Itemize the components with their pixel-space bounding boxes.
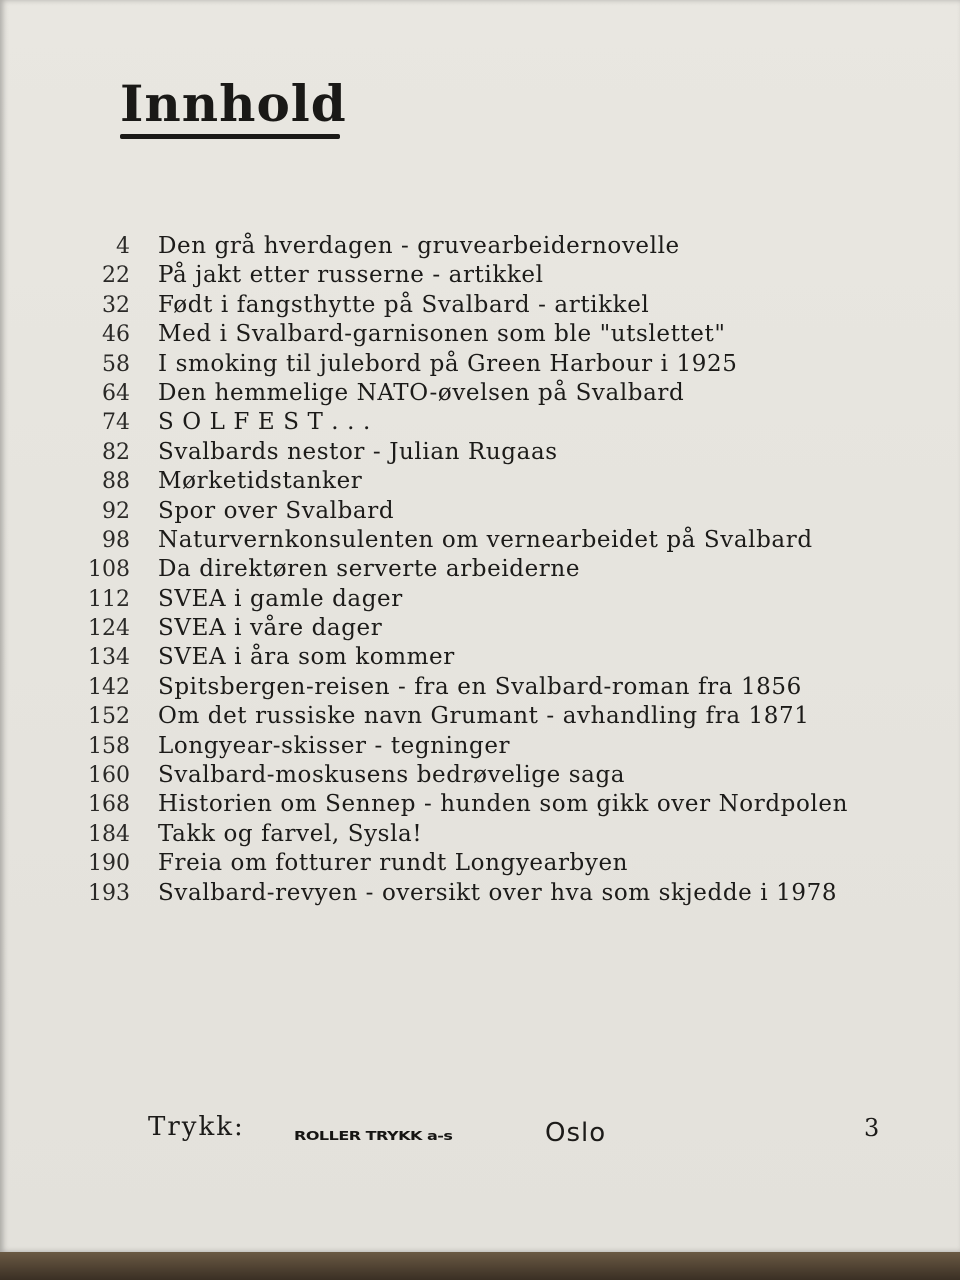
toc-page-number: 160 <box>88 763 130 789</box>
toc-entry <box>70 497 930 526</box>
toc-entry <box>70 643 930 672</box>
toc-page-number: 108 <box>88 557 130 583</box>
toc-page-number: 158 <box>88 733 130 759</box>
toc-entry-title: Spor over Svalbard <box>158 497 395 524</box>
toc-entry-title: Om det russiske navn Grumant - avhandling fra 1871 <box>158 703 810 730</box>
page-title: Innhold <box>120 74 347 133</box>
toc-entry-title: SVEA i våre dager <box>158 615 383 642</box>
toc-entry-title: SVEA i åra som kommer <box>158 644 455 671</box>
toc-entry <box>70 408 930 437</box>
page-edge-shadow <box>0 1252 960 1280</box>
toc-page-number: 88 <box>102 469 130 495</box>
toc-entry <box>70 790 930 819</box>
toc-entry-title: Med i Svalbard-garnisonen som ble "utslettet" <box>158 321 726 348</box>
toc-entry-title: Den grå hverdagen - gruvearbeidernovelle <box>158 233 680 259</box>
toc-entry-title: Født i fangsthytte på Svalbard - artikkel <box>158 291 650 318</box>
printer-logo: ROLLER TRYKK a-s <box>294 1127 453 1144</box>
toc-entry-title: Takk og farvel, Sysla! <box>158 820 423 847</box>
toc-entry <box>70 849 930 878</box>
toc-entry-title: Spitsbergen-reisen - fra en Svalbard-roman fra 1856 <box>158 673 802 700</box>
toc-entry-title: S O L F E S T . . . <box>158 409 371 436</box>
toc-entry-title: På jakt etter russerne - artikkel <box>158 262 544 289</box>
toc-entry-title: Svalbard-revyen - oversikt over hva som skjedde i 1978 <box>158 879 838 906</box>
toc-entry-title: Historien om Sennep - hunden som gikk over Nordpolen <box>158 791 849 818</box>
toc-page-number: 92 <box>102 498 130 524</box>
toc-entry-title: I smoking til julebord på Green Harbour i 1925 <box>158 350 738 377</box>
toc-entry <box>70 467 930 496</box>
toc-page-number: 74 <box>102 410 130 436</box>
toc-entry <box>70 526 930 555</box>
toc-page-number: 32 <box>102 292 130 318</box>
toc-entry-title: Naturvernkonsulenten om vernearbeidet på Svalbard <box>158 526 813 553</box>
toc-entry <box>70 585 930 614</box>
toc-page-number: 98 <box>102 527 130 553</box>
toc-entry-title: Den hemmelige NATO-øvelsen på Svalbard <box>158 379 685 406</box>
toc-entry <box>70 673 930 702</box>
toc-page-number: 112 <box>88 586 130 612</box>
toc-entry-title: Mørketidstanker <box>158 468 363 495</box>
toc-page-number: 193 <box>88 880 130 906</box>
toc-page-number: 124 <box>88 616 130 642</box>
toc-entry <box>70 761 930 790</box>
toc-page-number: 22 <box>102 263 130 289</box>
toc-entry <box>70 350 930 379</box>
title-underline <box>120 134 340 139</box>
toc-entry-title: Freia om fotturer rundt Longyearbyen <box>158 850 629 877</box>
toc-entry-title: SVEA i gamle dager <box>158 585 403 612</box>
toc-entry <box>70 291 930 320</box>
toc-entry <box>70 555 930 584</box>
toc-page-number: 4 <box>116 234 130 259</box>
toc-page-number: 134 <box>88 645 130 671</box>
table-of-contents <box>70 232 930 908</box>
toc-page-number: 152 <box>88 704 130 730</box>
toc-page-number: 46 <box>102 322 130 348</box>
toc-page-number: 142 <box>88 674 130 700</box>
toc-entry <box>70 732 930 761</box>
print-label: Trykk: <box>148 1112 245 1142</box>
toc-entry <box>70 379 930 408</box>
toc-entry <box>70 438 930 467</box>
toc-entry <box>70 261 930 290</box>
toc-entry <box>70 702 930 731</box>
page-number: 3 <box>864 1114 880 1142</box>
toc-entry <box>70 232 930 261</box>
toc-page-number: 58 <box>102 351 130 377</box>
toc-entry <box>70 879 930 908</box>
toc-entry <box>70 820 930 849</box>
toc-page-number: 168 <box>88 792 130 818</box>
toc-page-number: 82 <box>102 439 130 465</box>
print-city: Oslo <box>545 1118 607 1148</box>
toc-entry <box>70 614 930 643</box>
toc-entry-title: Svalbard-moskusens bedrøvelige saga <box>158 762 626 789</box>
toc-entry-title: Da direktøren serverte arbeiderne <box>158 556 581 583</box>
toc-page-number: 64 <box>102 380 130 406</box>
toc-entry <box>70 320 930 349</box>
toc-entry-title: Longyear-skisser - tegninger <box>158 732 511 759</box>
toc-page-number: 184 <box>88 821 130 847</box>
toc-page-number: 190 <box>88 851 130 877</box>
toc-entry-title: Svalbards nestor - Julian Rugaas <box>158 438 558 465</box>
